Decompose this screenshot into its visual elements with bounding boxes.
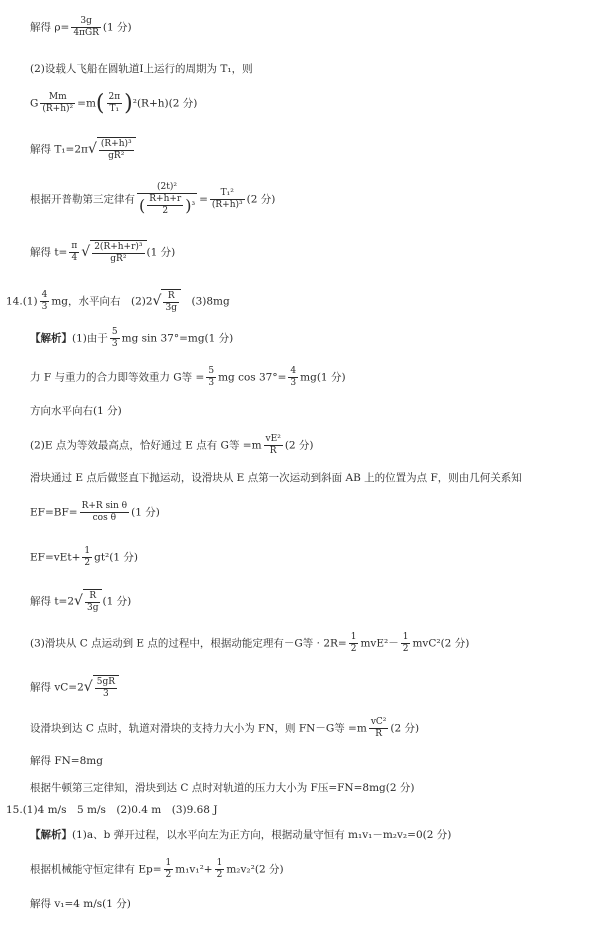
q15-answer: 15.(1)4 m/s 5 m/s (2)0.4 m (3)9.68 J bbox=[6, 804, 218, 816]
sqrt: √ $\frac{R}{3g}$ bbox=[74, 589, 102, 614]
q14-answer: 14.(1) $\frac{4}{3}$ mg，水平向右 (2)2√ $\frac{R}{3g}$ (3)8mg bbox=[6, 290, 230, 313]
sqrt: √ $\frac{\text{2(R+h+r)³}}{\text{gR²}}$ bbox=[81, 240, 146, 265]
kepler-law: 根据开普勒第三定律有 (2t)² ( $\frac{R+h+r}{2}$ )³ = $\frac{\text{T₁²}}{\text{(R+h)³}}$ (2 分) bbox=[30, 182, 276, 216]
geometry-note: 滑块通过 E 点后做竖直下抛运动，设滑块从 E 点第一次运动到斜面 AB 上的位置为点 F，则由几何关系知 bbox=[30, 472, 522, 484]
analysis-tag: 【解析】 bbox=[30, 332, 72, 345]
eq-prefix: 解得 ρ= bbox=[30, 21, 70, 34]
sqrt: √ $\frac{R}{3g}$ bbox=[153, 289, 181, 314]
gravity-equation: G $\frac{Mm}{\text{(R+h)²}}$ =m( $\frac{2\pi}{\text{T₁}}$ )²(R+h)(2 分) bbox=[30, 91, 198, 116]
q14-analysis-1: 【解析】(1)由于 $\frac{5}{3}$ mg sin 37°=mg(1 分) bbox=[30, 327, 234, 349]
support-force-equation: 设滑块到达 C 点时，轨道对滑块的支持力大小为 FN，则 FN－G等 =m $\frac{\text{vC²}}{R}$ (2 分) bbox=[30, 717, 420, 739]
point-e-condition: (2)E 点为等效最高点，恰好通过 E 点有 G等 =m $\frac{\text{vE²}}{R}$ (2 分) bbox=[30, 434, 314, 456]
fraction: $\frac{\text{T₁²}}{\text{(R+h)³}}$ bbox=[211, 188, 243, 210]
solve-density bbox=[30, 16, 132, 39]
fraction: $\frac{Mm}{\text{(R+h)²}}$ bbox=[42, 92, 74, 114]
solve-period: 解得 T₁=2π√ $\frac{\text{(R+h)³}}{\text{gR²}}$ bbox=[30, 137, 136, 162]
energy-conservation: 根据机械能守恒定律有 Ep= $\frac{1}{2}$ m₁v₁²+ $\frac{1}{2}$ m₂v₂²(2 分) bbox=[30, 858, 284, 880]
ef-bf-equation: EF=BF= $\frac{\text{R+R sin θ}}{\text{cos θ}}$ (1 分) bbox=[30, 501, 160, 523]
sqrt: √ $\frac{5gR}{3}$ bbox=[84, 675, 119, 700]
solve-vc: 解得 vC=2√ $\frac{5gR}{3}$ bbox=[30, 675, 119, 700]
solve-fn: 解得 FN=8mg bbox=[30, 755, 103, 767]
part2-intro: (2)设载人飞船在圆轨道Ⅰ上运行的周期为 T₁，则 bbox=[30, 63, 253, 75]
solve-v1: 解得 v₁=4 m/s(1 分) bbox=[30, 898, 131, 910]
newton-third-law: 根据牛顿第三定律知，滑块到达 C 点时对轨道的压力大小为 F压=FN=8mg(2 分) bbox=[30, 782, 415, 794]
fraction: $\frac{3g}{\text{4πGR}}$ bbox=[73, 16, 99, 38]
ef-motion-equation: EF=vEt+ $\frac{1}{2}$ gt²(1 分) bbox=[30, 546, 138, 568]
q15-analysis-1: 【解析】(1)a、b 弹开过程，以水平向左为正方向，根据动量守恒有 m₁v₁－m₂v₂=0(2 分) bbox=[30, 829, 452, 841]
solve-t: 解得 t=2√ $\frac{R}{3g}$ (1 分) bbox=[30, 591, 132, 613]
fraction: $\frac{2\pi}{\text{T₁}}$ bbox=[108, 92, 121, 114]
equivalent-gravity: 力 F 与重力的合力即等效重力 G等 = $\frac{5}{3}$ mg cos 37°= $\frac{4}{3}$ mg(1 分) bbox=[30, 366, 346, 388]
direction-note: 方向水平向右(1 分) bbox=[30, 405, 122, 417]
kinetic-energy-theorem: (3)滑块从 C 点运动到 E 点的过程中，根据动能定理有－G等 · 2R= $\frac{1}{2}$ mvE²－ $\frac{1}{2}$ mvC²(2 分) bbox=[30, 632, 470, 654]
analysis-tag: 【解析】 bbox=[30, 829, 72, 841]
score-note: (1 分) bbox=[102, 21, 132, 34]
solve-time: 解得 t= $\frac{\pi}{4}$ √ $\frac{\text{2(R+h+r)³}}{\text{gR²}}$ (1 分) bbox=[30, 241, 176, 264]
fraction: (2t)² ( $\frac{R+h+r}{2}$ )³ bbox=[139, 182, 196, 216]
sqrt: √ $\frac{\text{(R+h)³}}{\text{gR²}}$ bbox=[88, 137, 136, 162]
